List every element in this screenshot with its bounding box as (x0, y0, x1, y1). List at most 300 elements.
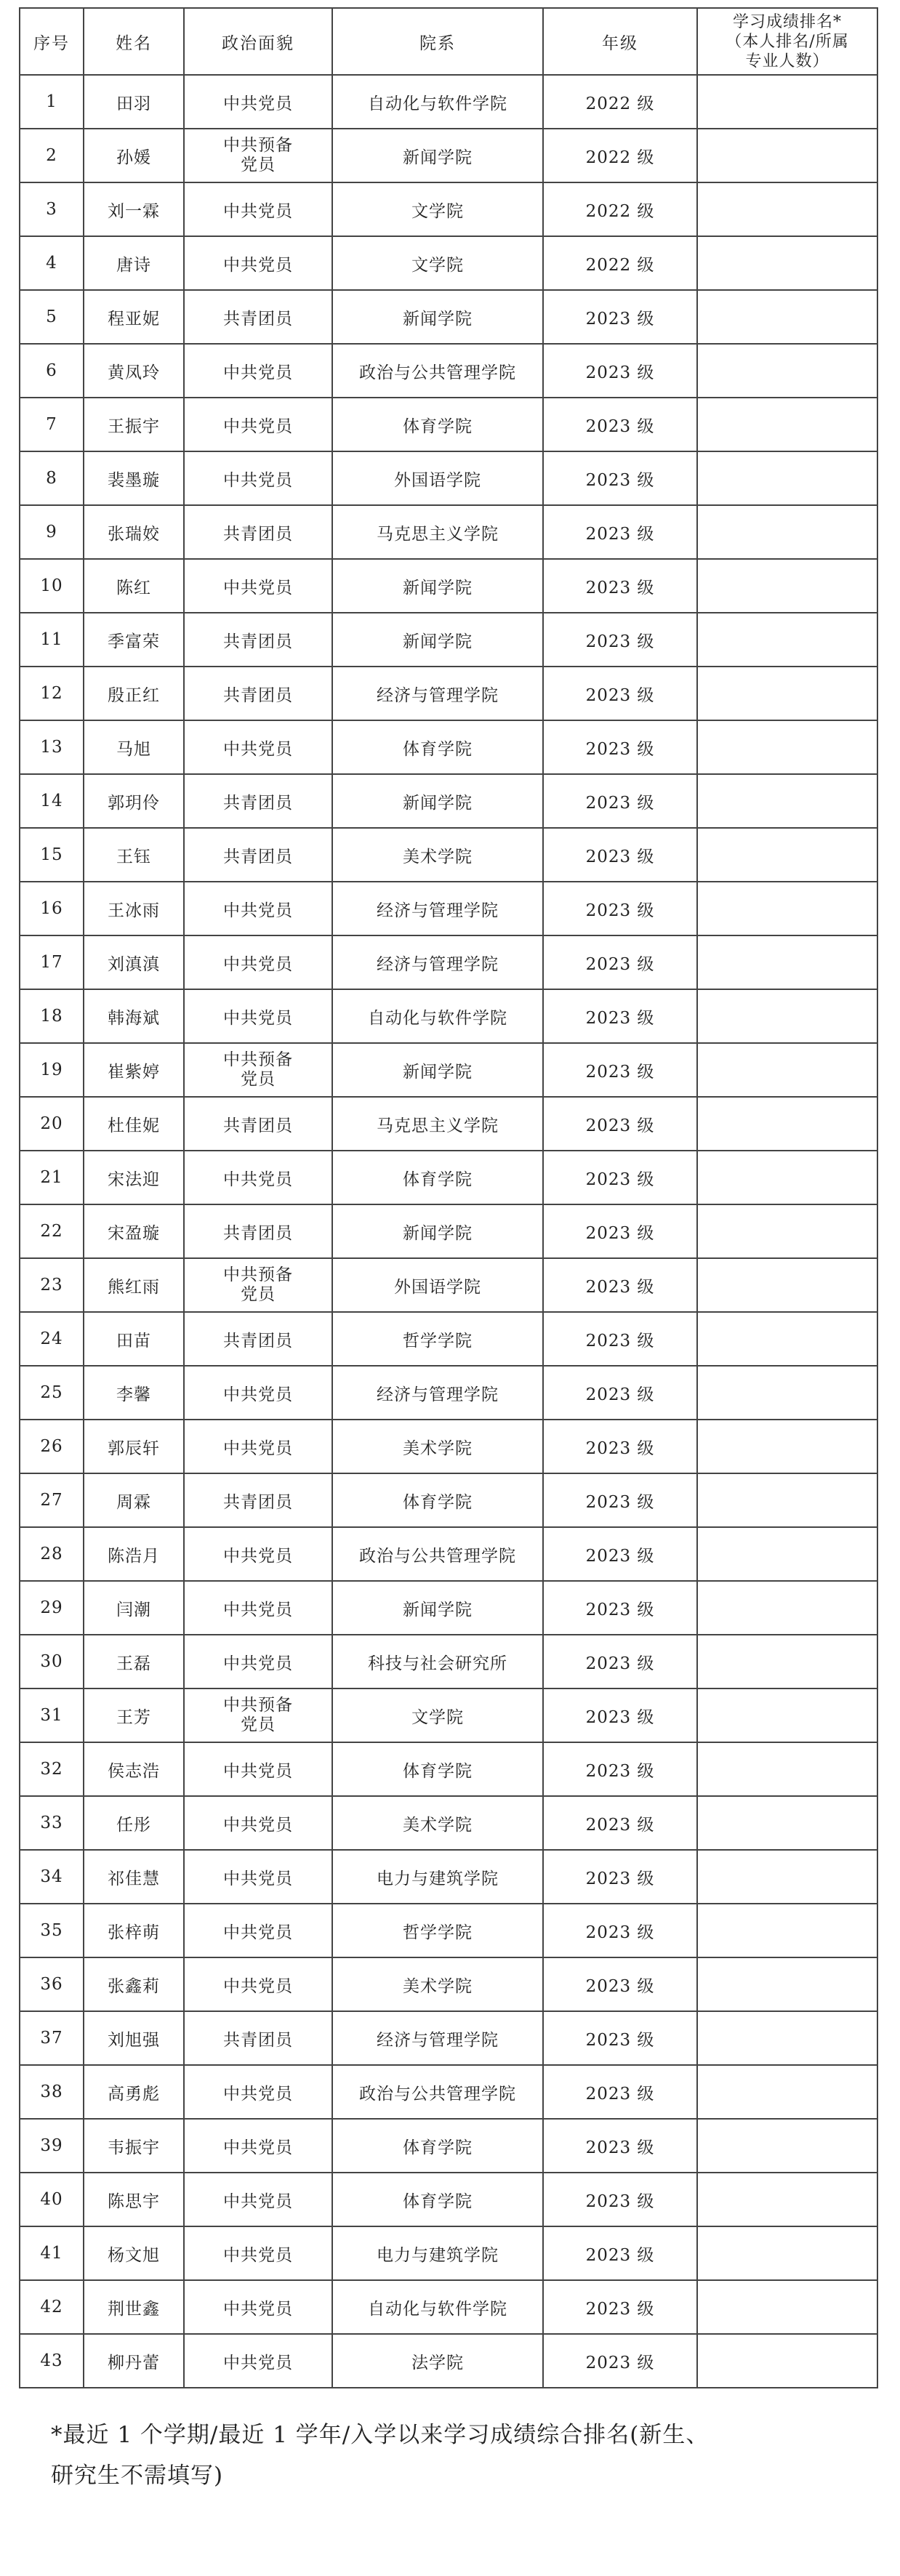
cell-name: 侯志浩 (84, 1742, 184, 1796)
cell-political-status: 中共预备 党员 (184, 1689, 332, 1742)
table-row (20, 1581, 877, 1635)
cell-department: 科技与社会研究所 (332, 1635, 543, 1689)
cell-grade: 2023 级 (543, 1796, 697, 1850)
cell-department: 经济与管理学院 (332, 2011, 543, 2065)
cell-academic-rank (697, 1420, 877, 1473)
cell-no: 14 (20, 774, 84, 828)
table-row (20, 1420, 877, 1473)
cell-grade: 2022 级 (543, 182, 697, 236)
cell-name: 高勇彪 (84, 2065, 184, 2119)
cell-academic-rank (697, 182, 877, 236)
cell-grade: 2023 级 (543, 613, 697, 667)
table-row (20, 774, 877, 828)
header-grade: 年级 (543, 8, 697, 75)
cell-name: 张瑞姣 (84, 505, 184, 559)
cell-political-status: 中共党员 (184, 75, 332, 129)
cell-political-status: 中共党员 (184, 2119, 332, 2173)
cell-name: 韩海斌 (84, 989, 184, 1043)
cell-academic-rank (697, 882, 877, 935)
table-row (20, 1742, 877, 1796)
cell-grade: 2023 级 (543, 1957, 697, 2011)
table-row (20, 1151, 877, 1204)
table-row (20, 667, 877, 720)
cell-no: 38 (20, 2065, 84, 2119)
cell-name: 杨文旭 (84, 2226, 184, 2280)
table-row (20, 1850, 877, 1904)
cell-department: 经济与管理学院 (332, 1366, 543, 1420)
cell-political-status: 中共党员 (184, 1527, 332, 1581)
cell-grade: 2023 级 (543, 1904, 697, 1957)
cell-grade: 2023 级 (543, 1742, 697, 1796)
header-rank-line-3: 专业人数） (745, 52, 829, 71)
cell-department: 体育学院 (332, 1473, 543, 1527)
cell-grade: 2023 级 (543, 290, 697, 344)
cell-department: 文学院 (332, 1689, 543, 1742)
cell-department: 经济与管理学院 (332, 935, 543, 989)
cell-no: 16 (20, 882, 84, 935)
cell-name: 程亚妮 (84, 290, 184, 344)
cell-department: 外国语学院 (332, 1258, 543, 1312)
table-row (20, 182, 877, 236)
cell-grade: 2023 级 (543, 828, 697, 882)
cell-no: 29 (20, 1581, 84, 1635)
cell-political-status: 共青团员 (184, 2011, 332, 2065)
cell-political-status: 中共党员 (184, 559, 332, 613)
cell-department: 马克思主义学院 (332, 505, 543, 559)
cell-grade: 2023 级 (543, 1850, 697, 1904)
cell-grade: 2023 级 (543, 344, 697, 398)
cell-grade: 2023 级 (543, 667, 697, 720)
cell-political-status: 共青团员 (184, 1097, 332, 1151)
cell-academic-rank (697, 344, 877, 398)
table-row (20, 2011, 877, 2065)
cell-academic-rank (697, 720, 877, 774)
cell-no: 27 (20, 1473, 84, 1527)
cell-grade: 2023 级 (543, 2173, 697, 2226)
cell-grade: 2023 级 (543, 935, 697, 989)
cell-grade: 2023 级 (543, 1635, 697, 1689)
cell-name: 周霖 (84, 1473, 184, 1527)
cell-academic-rank (697, 1527, 877, 1581)
cell-no: 11 (20, 613, 84, 667)
cell-grade: 2023 级 (543, 1473, 697, 1527)
cell-name: 王钰 (84, 828, 184, 882)
table-row (20, 613, 877, 667)
cell-name: 张鑫莉 (84, 1957, 184, 2011)
cell-grade: 2022 级 (543, 236, 697, 290)
cell-name: 刘滇滇 (84, 935, 184, 989)
cell-department: 政治与公共管理学院 (332, 2065, 543, 2119)
cell-academic-rank (697, 559, 877, 613)
table-row (20, 1527, 877, 1581)
cell-academic-rank (697, 236, 877, 290)
cell-no: 1 (20, 75, 84, 129)
cell-grade: 2023 级 (543, 774, 697, 828)
cell-grade: 2023 级 (543, 2065, 697, 2119)
cell-name: 裴墨璇 (84, 451, 184, 505)
cell-grade: 2023 级 (543, 2334, 697, 2388)
cell-department: 体育学院 (332, 720, 543, 774)
cell-academic-rank (697, 2280, 877, 2334)
cell-department: 新闻学院 (332, 290, 543, 344)
cell-political-status: 中共党员 (184, 236, 332, 290)
table-row (20, 989, 877, 1043)
cell-name: 陈红 (84, 559, 184, 613)
cell-department: 新闻学院 (332, 613, 543, 667)
cell-political-status: 中共党员 (184, 1904, 332, 1957)
cell-name: 郭玥伶 (84, 774, 184, 828)
cell-grade: 2023 级 (543, 1581, 697, 1635)
cell-name: 熊红雨 (84, 1258, 184, 1312)
cell-name: 黄凤玲 (84, 344, 184, 398)
cell-political-status: 中共党员 (184, 2065, 332, 2119)
cell-department: 体育学院 (332, 1742, 543, 1796)
cell-political-status: 中共党员 (184, 344, 332, 398)
footnote-line-2: 研究生不需填写) (51, 2463, 224, 2489)
cell-academic-rank (697, 1312, 877, 1366)
cell-no: 12 (20, 667, 84, 720)
cell-political-status: 中共党员 (184, 2226, 332, 2280)
cell-name: 刘旭强 (84, 2011, 184, 2065)
table-row (20, 2065, 877, 2119)
cell-no: 30 (20, 1635, 84, 1689)
cell-department: 美术学院 (332, 1957, 543, 2011)
cell-name: 殷正红 (84, 667, 184, 720)
cell-department: 体育学院 (332, 2173, 543, 2226)
cell-name: 柳丹蕾 (84, 2334, 184, 2388)
cell-political-status: 中共预备 党员 (184, 129, 332, 182)
cell-academic-rank (697, 828, 877, 882)
cell-no: 22 (20, 1204, 84, 1258)
cell-academic-rank (697, 1581, 877, 1635)
cell-grade: 2023 级 (543, 451, 697, 505)
cell-name: 郭辰轩 (84, 1420, 184, 1473)
cell-academic-rank (697, 935, 877, 989)
cell-department: 新闻学院 (332, 774, 543, 828)
cell-academic-rank (697, 1473, 877, 1527)
cell-no: 39 (20, 2119, 84, 2173)
cell-academic-rank (697, 1043, 877, 1097)
cell-grade: 2023 级 (543, 1258, 697, 1312)
header-no: 序号 (20, 8, 84, 75)
cell-grade: 2023 级 (543, 2226, 697, 2280)
cell-no: 36 (20, 1957, 84, 2011)
table-row (20, 2119, 877, 2173)
cell-political-status: 共青团员 (184, 1204, 332, 1258)
cell-political-status: 共青团员 (184, 667, 332, 720)
cell-academic-rank (697, 2334, 877, 2388)
cell-political-status: 中共预备 党员 (184, 1258, 332, 1312)
cell-name: 唐诗 (84, 236, 184, 290)
cell-academic-rank (697, 398, 877, 451)
cell-no: 9 (20, 505, 84, 559)
cell-political-status: 中共党员 (184, 989, 332, 1043)
cell-department: 美术学院 (332, 828, 543, 882)
cell-no: 35 (20, 1904, 84, 1957)
cell-academic-rank (697, 75, 877, 129)
cell-no: 40 (20, 2173, 84, 2226)
cell-academic-rank (697, 129, 877, 182)
cell-name: 韦振宇 (84, 2119, 184, 2173)
cell-grade: 2023 级 (543, 1689, 697, 1742)
table-row (20, 1097, 877, 1151)
table-row (20, 398, 877, 451)
cell-no: 18 (20, 989, 84, 1043)
cell-department: 政治与公共管理学院 (332, 1527, 543, 1581)
cell-academic-rank (697, 2065, 877, 2119)
cell-no: 42 (20, 2280, 84, 2334)
cell-grade: 2023 级 (543, 1204, 697, 1258)
cell-department: 文学院 (332, 236, 543, 290)
cell-department: 体育学院 (332, 2119, 543, 2173)
cell-no: 8 (20, 451, 84, 505)
cell-political-status: 中共党员 (184, 1742, 332, 1796)
cell-department: 新闻学院 (332, 129, 543, 182)
cell-academic-rank (697, 1204, 877, 1258)
header-rank-line-1: 学习成绩排名* (732, 12, 842, 31)
table-row (20, 2226, 877, 2280)
cell-academic-rank (697, 1742, 877, 1796)
cell-department: 自动化与软件学院 (332, 989, 543, 1043)
cell-academic-rank (697, 451, 877, 505)
cell-political-status: 共青团员 (184, 774, 332, 828)
cell-no: 15 (20, 828, 84, 882)
cell-grade: 2022 级 (543, 75, 697, 129)
cell-political-status: 中共党员 (184, 2280, 332, 2334)
table-row (20, 505, 877, 559)
cell-political-status: 中共党员 (184, 2334, 332, 2388)
cell-grade: 2023 级 (543, 398, 697, 451)
header-name: 姓名 (84, 8, 184, 75)
table-header-row (20, 8, 877, 75)
cell-no: 43 (20, 2334, 84, 2388)
cell-department: 体育学院 (332, 1151, 543, 1204)
cell-political-status: 共青团员 (184, 290, 332, 344)
cell-department: 法学院 (332, 2334, 543, 2388)
cell-department: 体育学院 (332, 398, 543, 451)
cell-no: 7 (20, 398, 84, 451)
cell-name: 田苗 (84, 1312, 184, 1366)
cell-grade: 2023 级 (543, 1043, 697, 1097)
cell-academic-rank (697, 2119, 877, 2173)
cell-political-status: 中共党员 (184, 1850, 332, 1904)
cell-political-status: 中共党员 (184, 2173, 332, 2226)
cell-no: 10 (20, 559, 84, 613)
cell-grade: 2023 级 (543, 1151, 697, 1204)
table-row (20, 1366, 877, 1420)
cell-no: 37 (20, 2011, 84, 2065)
table-row (20, 75, 877, 129)
cell-no: 23 (20, 1258, 84, 1312)
cell-political-status: 共青团员 (184, 505, 332, 559)
cell-academic-rank (697, 1366, 877, 1420)
cell-political-status: 中共党员 (184, 935, 332, 989)
cell-grade: 2023 级 (543, 1312, 697, 1366)
cell-department: 新闻学院 (332, 559, 543, 613)
cell-grade: 2023 级 (543, 1366, 697, 1420)
table-row (20, 1689, 877, 1742)
roster-sheet (19, 7, 877, 2496)
cell-department: 电力与建筑学院 (332, 2226, 543, 2280)
cell-no: 24 (20, 1312, 84, 1366)
cell-name: 杜佳妮 (84, 1097, 184, 1151)
cell-political-status: 共青团员 (184, 1312, 332, 1366)
footnote-line-1: *最近 1 个学期/最近 1 学年/入学以来学习成绩综合排名(新生、 (51, 2422, 710, 2448)
cell-political-status: 中共党员 (184, 1957, 332, 2011)
cell-academic-rank (697, 1151, 877, 1204)
cell-grade: 2023 级 (543, 2011, 697, 2065)
cell-academic-rank (697, 774, 877, 828)
cell-name: 马旭 (84, 720, 184, 774)
cell-department: 马克思主义学院 (332, 1097, 543, 1151)
cell-no: 4 (20, 236, 84, 290)
cell-academic-rank (697, 1097, 877, 1151)
cell-no: 20 (20, 1097, 84, 1151)
cell-academic-rank (697, 290, 877, 344)
table-row (20, 828, 877, 882)
table-row (20, 129, 877, 182)
table-row (20, 290, 877, 344)
table-body (20, 75, 877, 2388)
cell-no: 25 (20, 1366, 84, 1420)
cell-grade: 2023 级 (543, 882, 697, 935)
cell-academic-rank (697, 2226, 877, 2280)
cell-academic-rank (697, 505, 877, 559)
cell-name: 任彤 (84, 1796, 184, 1850)
cell-political-status: 中共党员 (184, 1635, 332, 1689)
cell-academic-rank (697, 1796, 877, 1850)
cell-no: 19 (20, 1043, 84, 1097)
table-row (20, 935, 877, 989)
cell-department: 新闻学院 (332, 1581, 543, 1635)
cell-department: 电力与建筑学院 (332, 1850, 543, 1904)
cell-academic-rank (697, 2173, 877, 2226)
cell-no: 17 (20, 935, 84, 989)
cell-no: 26 (20, 1420, 84, 1473)
cell-grade: 2023 级 (543, 505, 697, 559)
cell-no: 33 (20, 1796, 84, 1850)
cell-name: 王磊 (84, 1635, 184, 1689)
cell-name: 宋法迎 (84, 1151, 184, 1204)
cell-no: 5 (20, 290, 84, 344)
cell-grade: 2023 级 (543, 1527, 697, 1581)
cell-academic-rank (697, 2011, 877, 2065)
cell-political-status: 中共党员 (184, 398, 332, 451)
cell-grade: 2023 级 (543, 1097, 697, 1151)
cell-department: 政治与公共管理学院 (332, 344, 543, 398)
table-row (20, 1043, 877, 1097)
cell-no: 28 (20, 1527, 84, 1581)
cell-department: 新闻学院 (332, 1043, 543, 1097)
header-rank-line-2: （本人排名/所属 (726, 32, 849, 51)
cell-academic-rank (697, 1957, 877, 2011)
cell-no: 6 (20, 344, 84, 398)
cell-political-status: 共青团员 (184, 828, 332, 882)
cell-political-status: 中共党员 (184, 1151, 332, 1204)
header-department: 院系 (332, 8, 543, 75)
cell-academic-rank (697, 667, 877, 720)
table-row (20, 2280, 877, 2334)
cell-academic-rank (697, 1850, 877, 1904)
cell-academic-rank (697, 1689, 877, 1742)
cell-political-status: 中共党员 (184, 1796, 332, 1850)
cell-grade: 2022 级 (543, 129, 697, 182)
cell-name: 荆世鑫 (84, 2280, 184, 2334)
cell-name: 崔紫婷 (84, 1043, 184, 1097)
cell-name: 李馨 (84, 1366, 184, 1420)
table-row (20, 720, 877, 774)
header-political-status: 政治面貌 (184, 8, 332, 75)
cell-political-status: 中共党员 (184, 182, 332, 236)
cell-name: 季富荣 (84, 613, 184, 667)
cell-no: 41 (20, 2226, 84, 2280)
cell-department: 美术学院 (332, 1796, 543, 1850)
cell-grade: 2023 级 (543, 2280, 697, 2334)
cell-no: 31 (20, 1689, 84, 1742)
cell-department: 自动化与软件学院 (332, 2280, 543, 2334)
cell-department: 美术学院 (332, 1420, 543, 1473)
cell-political-status: 中共党员 (184, 1366, 332, 1420)
cell-department: 文学院 (332, 182, 543, 236)
cell-political-status: 中共党员 (184, 1420, 332, 1473)
table-row (20, 236, 877, 290)
cell-academic-rank (697, 613, 877, 667)
table-row (20, 1204, 877, 1258)
cell-name: 陈浩月 (84, 1527, 184, 1581)
table-row (20, 344, 877, 398)
table-row (20, 1312, 877, 1366)
cell-academic-rank (697, 1258, 877, 1312)
table-row (20, 882, 877, 935)
cell-no: 3 (20, 182, 84, 236)
table-row (20, 1796, 877, 1850)
cell-name: 王芳 (84, 1689, 184, 1742)
table-row (20, 1473, 877, 1527)
table-row (20, 451, 877, 505)
cell-name: 陈思宇 (84, 2173, 184, 2226)
cell-no: 21 (20, 1151, 84, 1204)
cell-name: 王振宇 (84, 398, 184, 451)
table-row (20, 1904, 877, 1957)
footnote (19, 2415, 877, 2496)
cell-name: 刘一霖 (84, 182, 184, 236)
cell-name: 孙媛 (84, 129, 184, 182)
cell-no: 32 (20, 1742, 84, 1796)
cell-name: 祁佳慧 (84, 1850, 184, 1904)
cell-name: 张梓萌 (84, 1904, 184, 1957)
cell-department: 经济与管理学院 (332, 882, 543, 935)
cell-department: 新闻学院 (332, 1204, 543, 1258)
cell-academic-rank (697, 1904, 877, 1957)
cell-academic-rank (697, 989, 877, 1043)
cell-no: 13 (20, 720, 84, 774)
cell-grade: 2023 级 (543, 1420, 697, 1473)
cell-political-status: 中共党员 (184, 882, 332, 935)
cell-no: 2 (20, 129, 84, 182)
cell-political-status: 中共党员 (184, 720, 332, 774)
cell-political-status: 共青团员 (184, 1473, 332, 1527)
student-roster-table (19, 7, 878, 2388)
table-row (20, 1957, 877, 2011)
cell-grade: 2023 级 (543, 559, 697, 613)
header-academic-rank (697, 8, 877, 75)
cell-name: 闫潮 (84, 1581, 184, 1635)
cell-department: 哲学学院 (332, 1312, 543, 1366)
cell-political-status: 中共预备 党员 (184, 1043, 332, 1097)
cell-name: 田羽 (84, 75, 184, 129)
cell-grade: 2023 级 (543, 2119, 697, 2173)
cell-department: 自动化与软件学院 (332, 75, 543, 129)
